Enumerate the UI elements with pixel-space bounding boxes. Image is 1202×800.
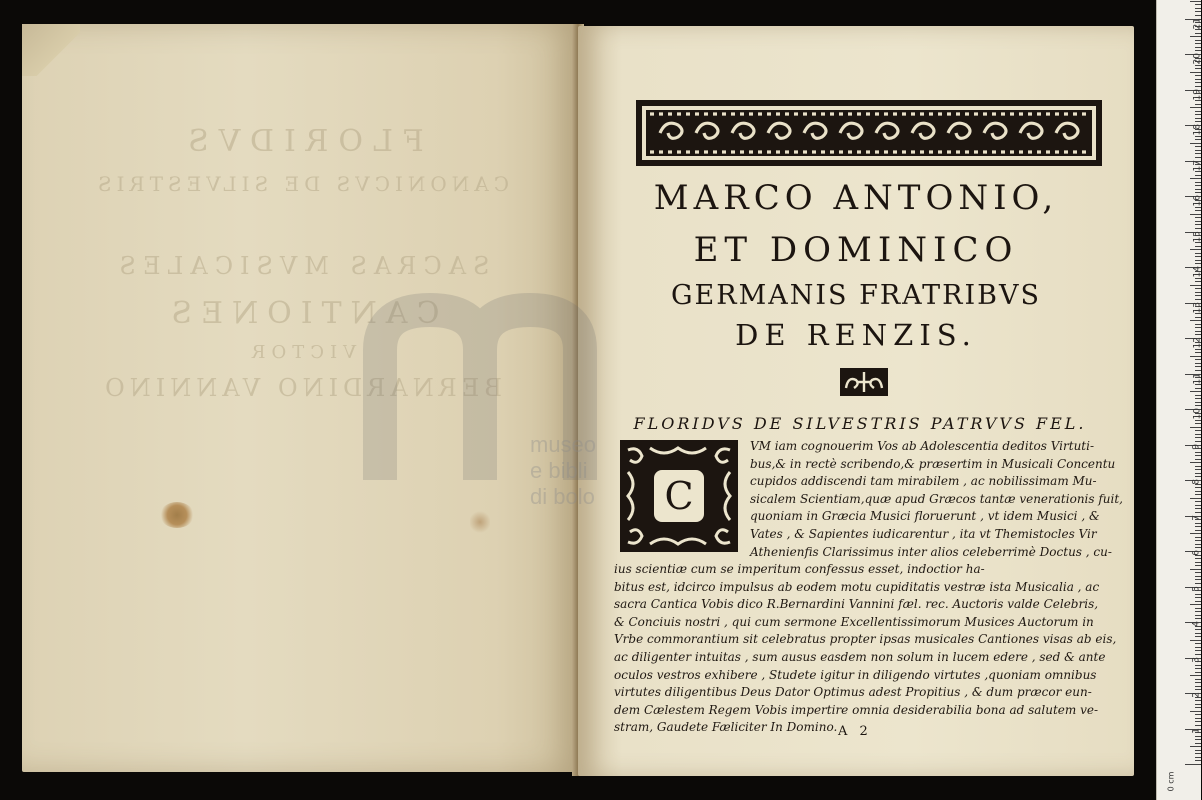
- ruler-number: 21: [1192, 17, 1202, 29]
- ruler-tick: [1195, 760, 1201, 761]
- ruler-tick: [1195, 452, 1201, 453]
- initial-letter: C: [664, 474, 694, 518]
- bleed-through-line: FLORIDVS: [178, 124, 424, 159]
- ruler-tick: [1195, 363, 1201, 364]
- ruler-tick: [1195, 665, 1201, 666]
- ruler-tick: [1195, 455, 1201, 456]
- ruler-tick: [1195, 86, 1201, 87]
- foxing-stain: [160, 502, 194, 528]
- ruler-tick: [1195, 686, 1201, 687]
- ruler-tick: [1195, 260, 1201, 261]
- ruler-tick: [1195, 221, 1201, 222]
- ruler-tick: [1195, 750, 1201, 751]
- text-line: stram, Gaudete Fæliciter In Domino.: [614, 720, 838, 735]
- ruler-tick: [1195, 278, 1201, 279]
- bleed-through-line: CANTIONES: [162, 296, 440, 331]
- ruler-tick: [1190, 72, 1201, 73]
- watermark-text: e bibli: [530, 458, 588, 483]
- ruler-number: 1: [1192, 727, 1202, 734]
- ruler-tick: [1195, 466, 1201, 467]
- ruler-tick: [1195, 753, 1201, 754]
- ruler-tick: [1195, 65, 1201, 66]
- bleed-through-line: VICTOR: [245, 342, 357, 363]
- heading-marco-antonio: MARCO ANTONIO,: [653, 178, 1059, 218]
- ruler-tick: [1195, 530, 1201, 531]
- text-line: oculos vestros exhibere , Studete igitur in diligendo virtutes ,quoniam omnibus: [614, 667, 1097, 682]
- ornamental-band: [636, 100, 1102, 166]
- ruler-tick: [1195, 594, 1201, 595]
- ruler-tick: [1195, 246, 1201, 247]
- ruler-tick: [1195, 185, 1201, 186]
- ruler-tick: [1195, 540, 1201, 541]
- ruler-tick: [1190, 320, 1201, 321]
- bleed-through-line: CANONICVS DE SILVESTRIS: [92, 172, 510, 196]
- ruler-tick: [1190, 143, 1201, 144]
- ruler-tick: [1195, 398, 1201, 399]
- ruler-tick: [1195, 111, 1201, 112]
- ruler-tick: [1195, 263, 1201, 264]
- ruler-tick: [1195, 146, 1201, 147]
- ruler-tick: [1195, 175, 1201, 176]
- text-line: Vates , & Sapientes iudicarentur , ita vt Themistocles Vir: [750, 526, 1097, 541]
- ruler-tick: [1195, 714, 1201, 715]
- ruler-tick: [1195, 725, 1201, 726]
- ruler-tick: [1195, 192, 1201, 193]
- ruler-tick: [1195, 331, 1201, 332]
- text-line: dem Cælestem Regem Vobis impertire omnia desiderabilia bona ad salutem ve-: [614, 702, 1099, 717]
- ruler-tick: [1195, 402, 1201, 403]
- text-line: ac diligenter intuitas , sum ausus easdem non solum in lucem edere , sed & ante: [614, 649, 1106, 664]
- text-line: quoniam in Græcia Musici floruerunt , vt idem Musici , &: [750, 509, 1100, 524]
- ruler-tick: [1195, 207, 1201, 208]
- ruler-tick: [1195, 700, 1201, 701]
- ruler-tick: [1195, 43, 1201, 44]
- ruler-number: 12: [1192, 337, 1202, 349]
- ruler-tick: [1195, 682, 1201, 683]
- ruler-tick: [1195, 558, 1201, 559]
- ruler-tick: [1195, 295, 1201, 296]
- ruler-tick: [1190, 711, 1201, 712]
- ruler-tick: [1195, 562, 1201, 563]
- ruler-number: 6: [1192, 550, 1202, 556]
- ruler-number: 17: [1192, 159, 1202, 171]
- ruler-tick: [1195, 434, 1201, 435]
- ruler-tick: [1195, 299, 1201, 300]
- ruler-tick: [1195, 704, 1201, 705]
- ruler-tick: [1195, 636, 1201, 637]
- ruler-number: 20: [1192, 53, 1202, 65]
- text-line: ius scientiæ cum se imperitum confessus esset, indoctior ha-: [614, 562, 985, 576]
- ruler-number: 9: [1192, 443, 1202, 450]
- text-line: sacra Cantica Vobis dico R.Bernardini Vannini fæl. rec. Auctoris valde Celebris,: [614, 597, 1099, 612]
- ruler-tick: [1195, 50, 1201, 51]
- ruler-number: 7: [1192, 514, 1202, 521]
- ruler-tick: [1195, 352, 1201, 353]
- ruler-number: 11: [1192, 372, 1202, 384]
- ruler-tick: [1190, 214, 1201, 215]
- ruler-tick: [1195, 370, 1201, 371]
- heading-de-renzis: DE RENZIS.: [735, 318, 977, 352]
- ruler-tick: [1195, 324, 1201, 325]
- ruler-tick: [1195, 121, 1201, 122]
- ruler-tick: [1195, 420, 1201, 421]
- ruler-tick: [1190, 249, 1201, 250]
- ruler-tick: [1195, 707, 1201, 708]
- ruler-tick: [1190, 1, 1201, 2]
- ruler-tick: [1195, 689, 1201, 690]
- ruler-tick: [1195, 721, 1201, 722]
- ruler-tick: [1195, 579, 1201, 580]
- ruler-tick: [1190, 533, 1201, 534]
- ruler-tick: [1195, 679, 1201, 680]
- ruler-tick: [1195, 150, 1201, 151]
- folded-corner: [22, 24, 80, 76]
- ruler-tick: [1195, 718, 1201, 719]
- ruler-number: 19: [1192, 88, 1202, 100]
- ruler-number: 13: [1192, 301, 1202, 313]
- ruler-tick: [1195, 359, 1201, 360]
- ruler-tick: [1190, 178, 1201, 179]
- text-line: sicalem Scientiam,quæ apud Græcos tantæ venerationis fuit,: [750, 491, 1123, 506]
- ruler-tick: [1195, 643, 1201, 644]
- watermark-text: di bolo: [530, 484, 595, 509]
- heading-et-dominico: ET DOMINICO: [693, 230, 1019, 270]
- ruler-tick: [1195, 114, 1201, 115]
- ruler-number: 15: [1192, 230, 1202, 242]
- text-line: bitus est, idcirco impulsus ab eodem motu cupiditatis vestræ ista Musicalia , ac: [614, 579, 1100, 594]
- ruler-number: 14: [1192, 266, 1202, 278]
- ruler-tick: [1195, 118, 1201, 119]
- ruler-tick: [1195, 441, 1201, 442]
- ruler-tick: [1195, 437, 1201, 438]
- ruler-tick: [1195, 317, 1201, 318]
- ruler-tick: [1195, 47, 1201, 48]
- bleed-through-line: SACRAS MVSICALES: [112, 252, 490, 280]
- ruler-tick: [1195, 601, 1201, 602]
- ruler-tick: [1195, 459, 1201, 460]
- ruler-tick: [1195, 572, 1201, 573]
- ruler-number: 4: [1192, 621, 1202, 627]
- ruler-tick: [1190, 640, 1201, 641]
- ruler-tick: [1195, 40, 1201, 41]
- text-line: bus,& in rectè scribendo,& præsertim in Musicali Concentu: [750, 456, 1116, 471]
- ruler-tick: [1195, 11, 1201, 12]
- ruler-tick: [1195, 668, 1201, 669]
- ruler-tick: [1190, 427, 1201, 428]
- ruler-tick: [1195, 405, 1201, 406]
- ruler-number: 18: [1192, 124, 1202, 136]
- ruler-tick: [1190, 356, 1201, 357]
- ruler-tick: [1195, 512, 1201, 513]
- ruler-tick: [1195, 75, 1201, 76]
- ruler-number: 8: [1192, 479, 1202, 485]
- ruler-tick: [1195, 139, 1201, 140]
- body-text-full-width: [614, 561, 1116, 737]
- ruler-number: 16: [1192, 195, 1202, 207]
- ruler-tick: [1195, 537, 1201, 538]
- ruler-tick: [1195, 182, 1201, 183]
- ruler-tick: [1195, 615, 1201, 616]
- ruler-tick: [1195, 281, 1201, 282]
- watermark-text: museo: [530, 432, 597, 457]
- ruler-tick: [1195, 501, 1201, 502]
- ruler-tick: [1195, 104, 1201, 105]
- ruler-tick: [1190, 107, 1201, 108]
- dedicator-line: FLORIDVS DE SILVESTRIS PATRVVS FEL.: [633, 414, 1087, 433]
- ruler-number: 2: [1192, 692, 1202, 698]
- ruler-tick: [1195, 672, 1201, 673]
- ruler-tick: [1195, 15, 1201, 16]
- ruler-tick: [1195, 153, 1201, 154]
- text-line: Vrbe commorantium sit celebratus propter ipsas musicales Cantiones visas ab eis,: [614, 632, 1117, 647]
- ruler-tick: [1195, 508, 1201, 509]
- ruler-tick: [1195, 608, 1201, 609]
- ruler-tick: [1195, 736, 1201, 737]
- ruler-tick: [1195, 473, 1201, 474]
- ruler-tick: [1195, 650, 1201, 651]
- ruler-tick: [1185, 764, 1201, 765]
- ruler-tick: [1195, 157, 1201, 158]
- ruler-tick: [1195, 292, 1201, 293]
- ruler-tick: [1190, 569, 1201, 570]
- ruler-tick: [1195, 469, 1201, 470]
- ruler-tick: [1195, 583, 1201, 584]
- ruler-unit-label: 0 cm: [1166, 771, 1176, 792]
- ruler-tick: [1195, 82, 1201, 83]
- ruler-tick: [1190, 36, 1201, 37]
- text-line: virtutes diligentibus Deus Dator Optimus adest Propitius , & dum præcor eun-: [614, 685, 1092, 700]
- text-line: cupidos addiscendi tam mirabilem , ac nobilissimam Mu-: [750, 474, 1097, 489]
- ruler-tick: [1195, 597, 1201, 598]
- ruler-tick: [1195, 629, 1201, 630]
- ruler-tick: [1190, 498, 1201, 499]
- ruler-tick: [1195, 505, 1201, 506]
- body-text-beside-initial: [750, 438, 1123, 561]
- ruler-tick: [1195, 349, 1201, 350]
- ruler-tick: [1195, 366, 1201, 367]
- text-line: & Conciuis nostri , qui cum sermone Excellentissimorum Musices Auctorum in: [614, 614, 1094, 629]
- ruler-tick: [1195, 547, 1201, 548]
- ruler-tick: [1195, 491, 1201, 492]
- ruler-tick: [1190, 746, 1201, 747]
- ruler-tick: [1195, 334, 1201, 335]
- ruler-tick: [1195, 388, 1201, 389]
- bleed-through-line: BERNARDINO VANNINO: [100, 374, 502, 402]
- ruler-tick: [1195, 757, 1201, 758]
- ruler-tick: [1195, 633, 1201, 634]
- ruler-tick: [1190, 391, 1201, 392]
- ruler-tick: [1195, 288, 1201, 289]
- ruler-tick: [1195, 217, 1201, 218]
- ruler-tick: [1195, 523, 1201, 524]
- ruler-tick: [1195, 136, 1201, 137]
- ruler-tick: [1195, 8, 1201, 9]
- ruler-tick: [1195, 423, 1201, 424]
- ruler-tick: [1195, 79, 1201, 80]
- text-line: Athenienfis Clarissimus inter alios celeberrimè Doctus , cu-: [750, 544, 1112, 559]
- ruler-tick: [1195, 743, 1201, 744]
- ruler-tick: [1190, 285, 1201, 286]
- measurement-ruler: [1156, 0, 1201, 800]
- ruler-tick: [1195, 68, 1201, 69]
- ruler-tick: [1195, 494, 1201, 495]
- ruler-tick: [1195, 739, 1201, 740]
- ruler-tick: [1195, 611, 1201, 612]
- ruler-tick: [1195, 256, 1201, 257]
- ruler-number: 5: [1192, 585, 1202, 592]
- ruler-tick: [1195, 253, 1201, 254]
- ruler-tick: [1195, 189, 1201, 190]
- ruler-number: 10: [1192, 408, 1202, 420]
- ruler-tick: [1195, 526, 1201, 527]
- foxing-stain: [470, 510, 490, 534]
- text-line: VM iam cognouerim Vos ab Adolescentia deditos Virtuti-: [750, 439, 1095, 453]
- ruler-tick: [1195, 618, 1201, 619]
- ruler-tick: [1190, 675, 1201, 676]
- ruler-tick: [1195, 544, 1201, 545]
- ruler-tick: [1195, 430, 1201, 431]
- ruler-tick: [1195, 210, 1201, 211]
- ruler-tick: [1190, 604, 1201, 605]
- ruler-tick: [1195, 224, 1201, 225]
- ruler-tick: [1195, 395, 1201, 396]
- ruler-tick: [1195, 487, 1201, 488]
- ruler-tick: [1195, 33, 1201, 34]
- ruler-tick: [1195, 4, 1201, 5]
- ruler-tick: [1195, 647, 1201, 648]
- ruler-tick: [1195, 565, 1201, 566]
- ruler-number: 3: [1192, 656, 1202, 663]
- ruler-tick: [1195, 576, 1201, 577]
- heading-germanis-fratribus: GERMANIS FRATRIBVS: [670, 280, 1042, 311]
- fleuron-icon: [840, 368, 888, 396]
- ruler-tick: [1195, 654, 1201, 655]
- ruler-tick: [1195, 476, 1201, 477]
- ruler-tick: [1195, 228, 1201, 229]
- ruler-tick: [1195, 327, 1201, 328]
- signature-mark: A 2: [838, 724, 872, 739]
- ruler-tick: [1190, 462, 1201, 463]
